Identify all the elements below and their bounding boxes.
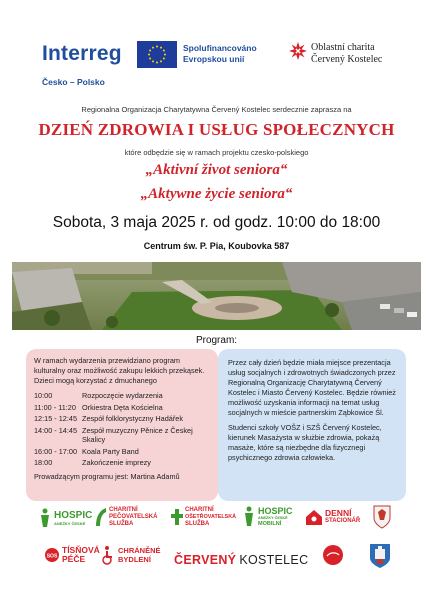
programme-name: Česko – Polsko [42,77,105,87]
schedule-row [34,391,211,403]
eu-flag-icon [137,41,177,68]
cofunded-line1: Spolufinancováno [183,43,257,53]
house-icon [305,508,323,526]
nursing-cross-icon [170,506,184,528]
program-intro: W ramach wydarzenia przewidziano program kulturalny oraz możliwość zakupu lekkich przekąsek. Dzieci mogą korzystać z dmuchanego [34,356,205,385]
red-badge-icon [322,544,344,566]
schedule-time: 16:00 - 17:00 [34,446,78,456]
partner-logos [0,500,433,600]
mobile-hospic-title: HOSPIC [258,505,293,516]
schedule-item: Koala Party Band [82,446,139,456]
sos-icon [44,544,60,566]
day-center-line2: STACIONÁŘ [325,518,361,524]
zabkowice-crest-icon [372,504,392,530]
city-crest-icon [368,542,392,570]
nursing-line1: CHARITNÍ [185,506,214,513]
aerial-photo [12,262,421,330]
schedule-time: 18:00 [34,458,53,467]
schedule-row [34,458,211,470]
cofunded-line2: Evropskou unií [183,54,245,64]
hospic-figure-icon [38,508,52,528]
schedule-row [34,426,211,447]
city-name-dark: KOSTELEC [239,553,309,567]
slogan-czech: „Aktivní život seniora“ [145,162,288,178]
header [0,0,433,95]
svg-text:SOS: SOS [46,553,58,560]
city-logo [174,553,308,567]
mobile-hospic-figure-icon [242,506,256,528]
hospic-subtitle: ANEŽKY ČESKÉ [54,520,86,526]
schedule-item: Zespół folklorystyczny Hadářek [82,414,183,423]
nursing-line2: OŠETŘOVATELSKÁ [185,513,237,520]
invite-text: Regionalna Organizacja Charytatywna Červený Kostelec serdecznie zaprasza na [81,105,352,114]
schedule-row [34,414,211,426]
schedule-item: Rozpoczęcie wydarzenia [82,391,163,400]
charita-line1: Oblastní charita [311,42,375,53]
event-venue: Centrum św. P. Pia, Koubovka 587 [143,241,290,251]
program-heading: Program: [195,335,238,346]
city-name-red: ČERVENÝ [174,553,237,567]
mobile-hospic-logo [242,506,293,528]
day-center-line1: DENNÍ [325,508,352,518]
housing-line2: BYDLENÍ [118,555,151,564]
mobile-hospic-subtitle: ANEŽKY ČESKÉ [258,515,288,520]
cofunded-text [183,43,257,65]
schedule-item: Zakończenie imprezy [82,458,151,467]
event-title: DZIEŃ ZDROWIA I USŁUG SPOŁECZNYCH [38,120,395,139]
care-service-line2: PEČOVATELSKÁ [109,513,158,520]
schedule-row [34,447,211,459]
housing-line1: CHRÁNĚNÉ [118,546,161,555]
services-text: Przez cały dzień będzie miała miejsce prezentacja usług socjalnych i zdrowotnych świadczonych przez Regionalną Organizację Charytatywną Červený Kostelec i Miasto Červený Kostelec. Będzie również możliwość uzyskania informacji na temat usług socjalnych w mieście partnerskim Ząbkowice Śl. [228,358,396,417]
project-line: które odbędzie się w ramach projektu czesko-polskiego [124,148,309,157]
care-hand-icon [94,506,108,528]
schedule-item: Zespół muzyczny Pěnice z Českej Skalicy [82,425,193,444]
schedule-table [34,391,211,470]
schedule-time: 12:15 - 12:45 [34,414,78,423]
nursing-line3: SLUŽBA [185,520,210,527]
day-center-logo [305,508,360,526]
services-box [218,349,406,501]
charita-line2: Červený Kostelec [311,54,383,65]
schedule-row [34,403,211,415]
schedule-time: 14:00 - 14:45 [34,425,78,435]
badge-logo [322,544,344,566]
program-box [26,349,218,501]
schedule-time: 11:00 - 11:20 [34,402,76,412]
hospic-title: HOSPIC [54,509,93,521]
interreg-logo: Interreg [42,42,122,65]
charita-cross-icon [289,42,307,60]
care-service-line3: SLUŽBA [109,520,134,527]
hospic-logo [38,508,92,528]
nursing-service-logo [170,506,236,528]
emergency-care-logo [44,544,100,566]
students-text: Studenci szkoły VOŠZ i SZŠ Červený Kostelec, kierunek Masażysta w służbie zdrowia, pokażą masaże, które są niezbędne dla fizycznegi psychicznego zdrowia człowieka. [228,423,382,462]
emergency-line2: PÉČE [62,554,86,564]
sheltered-housing-logo [100,544,161,566]
event-date: Sobota, 3 maja 2025 r. od godz. 10:00 do 18:00 [52,214,381,231]
slogan-polish: „Aktywne życie seniora“ [140,186,293,202]
schedule-time: 10:00 [34,391,53,400]
care-service-logo [94,506,157,528]
mobile-hospic-mobile: MOBILNÍ [258,520,282,527]
care-service-line1: CHARITNÍ [109,506,138,513]
charita-name [311,42,382,66]
wheelchair-icon [100,544,116,566]
moderator-text: Prowadzącym programu jest: Martina Adamů [34,471,180,481]
schedule-item: Orkiestra Dęta Kościelna [82,402,163,412]
emergency-line1: TÍSŇOVÁ [62,545,100,555]
